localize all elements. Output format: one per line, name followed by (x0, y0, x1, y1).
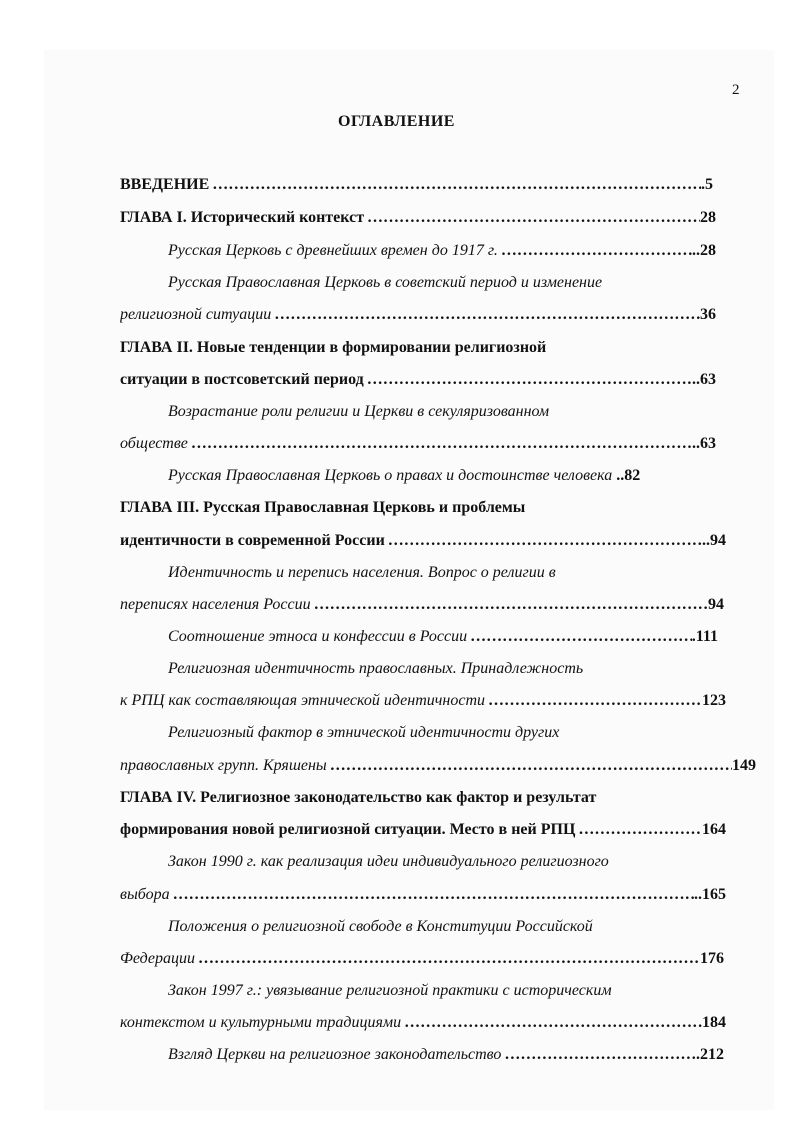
dot-leader (271, 305, 700, 325)
dot-leader (327, 756, 732, 776)
toc-section-text: контекстом и культурными традициями (120, 1014, 402, 1031)
toc-chapter-4-line1[interactable]: ГЛАВА IV. Религиозное законодательство как фактор и результат (120, 789, 597, 806)
toc-section-4-2-line2[interactable] (120, 949, 724, 969)
toc-section-1-1[interactable] (168, 241, 716, 261)
toc-chapter-3-line1[interactable]: ГЛАВА III. Русская Православная Церковь и проблемы (120, 499, 526, 516)
toc-section-text: выбора (120, 886, 170, 903)
toc-section-1-2-line2[interactable] (120, 305, 716, 325)
toc-page-number: 94 (708, 596, 724, 613)
toc-page-number: ..82 (616, 467, 641, 484)
toc-section-4-3-line1[interactable]: Закон 1997 г.: увязывание религиозной практики с историческим (168, 982, 612, 999)
toc-page-number: ..94 (702, 532, 726, 549)
toc-chapter-4-line2[interactable] (120, 820, 726, 840)
toc-page-number: .5 (701, 176, 713, 193)
toc-section-4-4[interactable] (168, 1045, 724, 1065)
toc-chapter-title: идентичности в современной России (120, 532, 385, 549)
toc-page-number: 36 (700, 306, 716, 323)
toc-section-3-4-line2[interactable] (120, 756, 756, 776)
dot-leader (195, 949, 700, 969)
toc-section-text: православных групп. Кряшены (120, 757, 327, 774)
dot-leader (467, 627, 692, 647)
toc-section-4-3-line2[interactable] (120, 1013, 726, 1033)
toc-page-number: 176 (700, 950, 724, 967)
toc-section-2-2[interactable] (168, 466, 718, 486)
dot-leader (188, 434, 692, 454)
toc-section-text: Федерации (120, 950, 195, 967)
dot-leader (385, 531, 702, 551)
dot-leader (364, 208, 700, 228)
toc-section-2-1-line1[interactable]: Возрастание роли религии и Церкви в секуляризованном (168, 403, 550, 420)
toc-section-text: переписях населения России (120, 596, 311, 613)
toc-page-number: ..63 (692, 435, 716, 452)
toc-section-text: Русская Православная Церковь о правах и достоинстве человека (168, 467, 613, 484)
toc-section-text: Взгляд Церкви на религиозное законодательство (168, 1046, 502, 1063)
toc-section-3-1-line1[interactable]: Идентичность и перепись населения. Вопрос о религии в (168, 564, 556, 581)
dot-leader (170, 885, 694, 905)
toc-section-2-1-line2[interactable] (120, 434, 716, 454)
toc-section-text: религиозной ситуации (120, 306, 272, 323)
dot-leader (498, 241, 692, 261)
toc-section-4-1-line1[interactable]: Закон 1990 г. как реализация идеи индивидуального религиозного (168, 853, 609, 870)
toc-section-4-1-line2[interactable] (120, 885, 726, 905)
toc-section-3-4-line1[interactable]: Религиозный фактор в этнической идентичности других (168, 724, 560, 741)
toc-chapter-1[interactable] (120, 208, 716, 228)
dot-leader (209, 175, 701, 195)
toc-section-3-1-line2[interactable] (120, 595, 724, 615)
toc-page-number: 149 (732, 757, 756, 774)
toc-entry-introduction[interactable] (120, 175, 713, 195)
toc-section-text: Русская Церковь с древнейших времен до 1917 г. (168, 242, 498, 259)
toc-page-number: .111 (691, 628, 718, 645)
toc-entry-text: ВВЕДЕНИЕ (120, 176, 210, 193)
toc-chapter-title: ситуации в постсоветский период (120, 371, 364, 388)
toc-section-text: к РПЦ как составляющая этнической идентичности (120, 692, 485, 709)
dot-leader (575, 820, 702, 840)
toc-section-3-3-line2[interactable] (120, 691, 726, 711)
dot-leader (311, 595, 708, 615)
toc-section-text: обществе (120, 435, 188, 452)
toc-chapter-title: ГЛАВА I. Исторический контекст (120, 209, 365, 226)
dot-leader (501, 1045, 696, 1065)
toc-page-number: ..28 (692, 242, 716, 259)
toc-chapter-2-line2[interactable] (120, 370, 716, 390)
toc-chapter-title: формирования новой религиозной ситуации. Место в ней РПЦ (120, 821, 576, 838)
toc-section-3-3-line1[interactable]: Религиозная идентичность православных. Принадлежность (168, 660, 584, 677)
toc-page-number: 184 (702, 1014, 726, 1031)
toc-chapter-3-line2[interactable] (120, 531, 726, 551)
toc-section-1-2-line1[interactable]: Русская Православная Церковь в советский период и изменение (168, 274, 603, 291)
dot-leader (485, 691, 702, 711)
page-title: ОГЛАВЛЕНИЕ (338, 113, 455, 130)
toc-page-number: 164 (702, 821, 726, 838)
page-number: 2 (732, 82, 740, 98)
toc-page-number: .212 (696, 1046, 724, 1063)
toc-page-number: 28 (700, 209, 716, 226)
dot-leader (401, 1013, 702, 1033)
toc-chapter-2-line1[interactable]: ГЛАВА II. Новые тенденции в формировании религиозной (120, 339, 547, 356)
toc-page-number: ..63 (692, 371, 716, 388)
toc-page-number: 123 (702, 692, 726, 709)
toc-section-text: Соотношение этноса и конфессии в России (168, 628, 468, 645)
toc-page-number: ..165 (694, 886, 726, 903)
toc-section-3-2[interactable] (168, 627, 718, 647)
toc-section-4-2-line1[interactable]: Положения о религиозной свободе в Конституции Российской (168, 918, 593, 935)
dot-leader (364, 370, 692, 390)
